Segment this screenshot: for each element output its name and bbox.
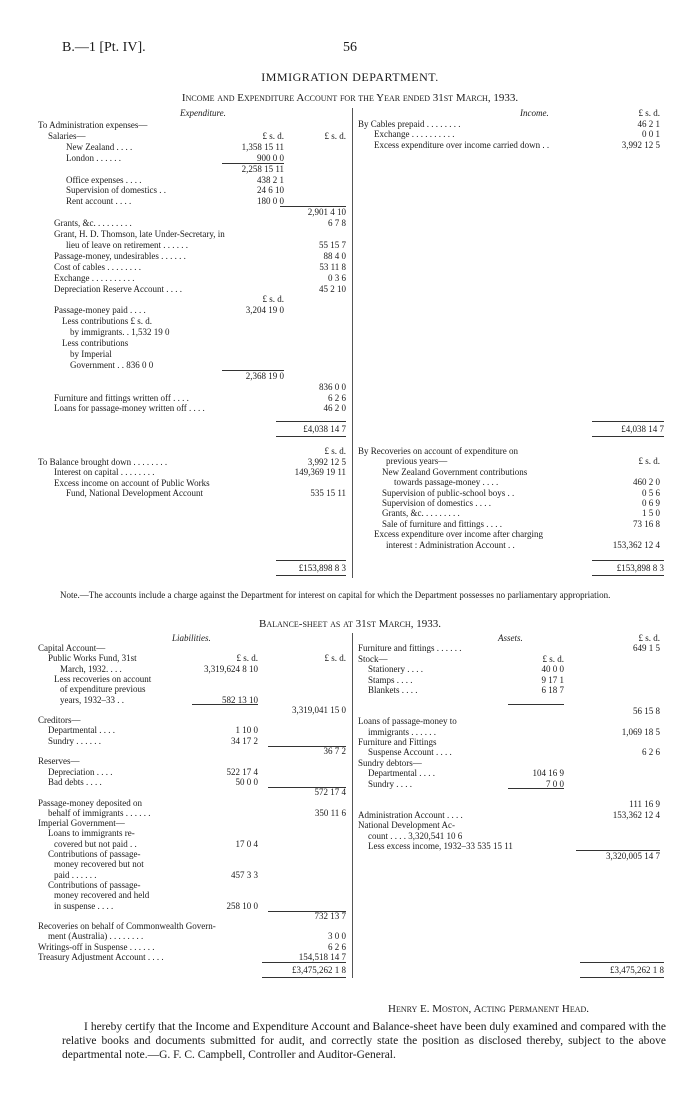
ledger-row xyxy=(358,446,664,456)
ledger-item-label: covered but not paid . . xyxy=(54,838,137,849)
ie2-total-rule-left-bottom xyxy=(276,575,346,576)
ledger-row xyxy=(38,808,350,818)
ledger-row xyxy=(38,153,350,163)
ledger-item-label: ment (Australia) . . . . . . . . xyxy=(48,931,144,942)
expenditure-heading: Expenditure. xyxy=(180,108,226,118)
ledger-row xyxy=(38,393,350,403)
subtotal-rule xyxy=(576,850,660,851)
ledger-item-label: Blankets . . . . xyxy=(368,685,418,695)
ledger-amount: 535 15 11 xyxy=(310,488,346,498)
page-reference: B.—1 [Pt. IV]. xyxy=(62,40,146,55)
ledger-amount: 88 4 0 xyxy=(323,250,346,261)
ledger-amount: 55 15 7 xyxy=(319,239,346,250)
ledger-item-label: Grants, &c. . . . . . . . . xyxy=(382,508,460,519)
ledger-row xyxy=(38,262,350,272)
ledger-row xyxy=(358,851,664,861)
ledger-row xyxy=(38,403,350,413)
ledger-amount: 53 11 8 xyxy=(319,261,346,272)
ledger-amount: 0 6 9 xyxy=(642,498,660,508)
ledger-item-label: To Administration expenses— xyxy=(38,120,148,130)
ledger-item-label: Contributions of passage- xyxy=(48,849,141,859)
ledger-amount: 582 13 10 xyxy=(222,694,258,705)
ledger-amount: £ s. d. xyxy=(262,130,284,141)
ledger-row xyxy=(38,142,350,152)
ledger-amount: 45 2 10 xyxy=(319,283,346,294)
ledger-row xyxy=(38,705,350,715)
ledger-row xyxy=(38,457,350,467)
ledger-row xyxy=(38,185,350,195)
ledger-item-label: By Cables prepaid . . . . . . . . xyxy=(358,118,461,129)
ledger-amount: 153,362 12 4 xyxy=(612,539,660,550)
ledger-row xyxy=(38,360,350,370)
ledger-amount: 1,069 18 5 xyxy=(621,726,660,737)
ledger-row xyxy=(38,349,350,359)
ledger-amount: 9 17 1 xyxy=(541,674,564,685)
ledger-item-label: Excess expenditure over income carried down . . xyxy=(374,139,550,150)
ledger-row xyxy=(38,715,350,725)
ledger-item-label: New Zealand Government contributions xyxy=(382,466,528,477)
ledger-item-label: money recovered and held xyxy=(54,890,150,901)
ledger-amount: 149,369 19 11 xyxy=(294,467,346,477)
ledger-amount: 1 10 0 xyxy=(235,725,258,736)
ledger-row xyxy=(38,911,350,921)
ledger-item-label: Less recoveries on account xyxy=(54,673,152,684)
ledger-amount: 154,518 14 7 xyxy=(298,952,346,962)
bs-total-rule-left-bottom xyxy=(262,977,346,978)
ledger-amount: 6 7 8 xyxy=(328,218,346,229)
ledger-item-label: Rent account . . . . xyxy=(66,196,132,207)
ledger-item-label: Sundry debtors— xyxy=(358,757,422,768)
ledger-row xyxy=(358,508,664,518)
ledger-row xyxy=(358,675,664,685)
ledger-row xyxy=(38,767,350,777)
ledger-item-label: Reserves— xyxy=(38,756,80,767)
ledger-row xyxy=(38,218,350,228)
ledger-item-label: Grant, H. D. Thomson, late Under-Secretary, in xyxy=(54,229,225,239)
ledger-amount: 40 0 0 xyxy=(541,664,564,675)
ledger-item-label: by immigrants. . 1,532 19 0 xyxy=(70,327,170,338)
ledger-item-label: Passage-money deposited on xyxy=(38,797,142,808)
ledger-row xyxy=(38,787,350,797)
ledger-item-label: Grants, &c. . . . . . . . . xyxy=(54,218,132,229)
ledger-row xyxy=(358,119,664,129)
ledger-item-label: Passage-money paid . . . . xyxy=(54,305,146,316)
ledger-row xyxy=(38,478,350,488)
assets-total: £3,475,262 1 8 xyxy=(610,965,664,975)
ledger-item-label: years, 1932–33 . . xyxy=(60,694,124,705)
ledger-row xyxy=(38,931,350,941)
ledger-row xyxy=(38,942,350,952)
ledger-amount: 3,320,005 14 7 xyxy=(606,851,660,862)
ledger-row xyxy=(358,643,664,653)
ledger-amount: 522 17 4 xyxy=(226,766,258,777)
ledger-amount: £ s. d. xyxy=(542,653,564,664)
subtotal-rule xyxy=(268,911,346,912)
balance-sheet-title: Balance-sheet as at 31st March, 1933. xyxy=(259,618,441,630)
income-second-total: £153,898 8 3 xyxy=(616,563,664,573)
ledger-amount: 24 6 10 xyxy=(257,185,284,196)
ledger-item-label: Depreciation Reserve Account . . . . xyxy=(54,283,182,294)
ledger-item-label: Depreciation . . . . xyxy=(48,766,113,777)
expenditure-total: £4,038 14 7 xyxy=(303,424,346,434)
ledger-row xyxy=(358,108,664,118)
ledger-item-label: Less contributions £ s. d. xyxy=(62,316,152,327)
ledger-item-label: Sundry . . . . . . xyxy=(48,735,102,746)
ie-total-rule-left-bottom xyxy=(276,436,346,437)
ie2-total-rule-right-bottom xyxy=(592,575,664,576)
ledger-amount: 50 0 0 xyxy=(235,776,258,787)
ledger-item-label: Suspense Account . . . . xyxy=(368,747,452,758)
ledger-amount: 900 0 0 xyxy=(257,152,284,163)
ledger-item-label: Loans of passage-money to xyxy=(358,716,457,727)
subtotal-rule xyxy=(192,704,258,705)
ledger-amount: 1,358 15 11 xyxy=(241,141,284,152)
ledger-row xyxy=(38,196,350,206)
ledger-row xyxy=(38,664,350,674)
ie2-total-rule-right xyxy=(592,560,664,561)
bs-column-divider xyxy=(352,633,353,978)
ledger-item-label: behalf of immigrants . . . . . . xyxy=(48,807,151,818)
ledger-row xyxy=(358,799,664,809)
subtotal-rule xyxy=(222,163,284,164)
page-number: 56 xyxy=(343,40,357,55)
ledger-amount: 3,992 12 5 xyxy=(307,456,346,467)
ledger-row xyxy=(38,305,350,315)
expenditure-second-total: £153,898 8 3 xyxy=(298,563,346,573)
ledger-row xyxy=(358,129,664,139)
income-heading: Income. xyxy=(520,108,549,118)
ledger-amount: £ s. d. xyxy=(638,108,660,118)
ledger-row xyxy=(38,828,350,838)
ledger-amount: 104 16 9 xyxy=(532,768,564,779)
ledger-row xyxy=(358,810,664,820)
ledger-amount: 460 2 0 xyxy=(633,477,660,488)
ledger-amount: 180 0 0 xyxy=(257,196,284,207)
bs-total-rule-left xyxy=(262,962,346,963)
ledger-amount: 36 7 2 xyxy=(323,746,346,756)
ledger-item-label: interest : Administration Account . . xyxy=(386,539,515,550)
subtotal-rule xyxy=(280,206,346,207)
ledger-item-label: Interest on capital . . . . . . . . xyxy=(54,467,155,477)
ledger-item-label: paid . . . . . . xyxy=(54,869,97,880)
ledger-row xyxy=(38,164,350,174)
ledger-amount: 6 2 6 xyxy=(328,392,346,403)
ledger-row xyxy=(358,654,664,664)
ledger-amount: 0 5 6 xyxy=(642,487,660,498)
ledger-row xyxy=(38,859,350,869)
ledger-row xyxy=(38,653,350,663)
ledger-amount: 153,362 12 4 xyxy=(612,809,660,820)
ledger-item-label: Loans for passage-money written off . . . . xyxy=(54,403,205,414)
ledger-item-label: previous years— xyxy=(386,456,448,467)
ledger-row xyxy=(38,839,350,849)
liabilities-total: £3,475,262 1 8 xyxy=(292,965,346,975)
ledger-item-label: Creditors— xyxy=(38,715,81,726)
ledger-row xyxy=(38,674,350,684)
ledger-row xyxy=(38,643,350,653)
ledger-amount: 73 16 8 xyxy=(633,518,660,529)
ledger-item-label: Supervision of domestics . . xyxy=(66,185,166,196)
ledger-item-label: Writings-off in Suspense . . . . . . xyxy=(38,941,155,952)
ledger-row xyxy=(358,685,664,695)
ledger-amount: £ s. d. xyxy=(324,446,346,456)
ledger-item-label: Cost of cables . . . . . . . . xyxy=(54,261,141,272)
audit-certificate: I hereby certify that the Income and Expenditure Account and Balance-sheet have been duly examined and compared with the relative books and documents submitted for audit, and correctly state the position as disclosed thereby, subject to the above departmental note.—G. F. C. Campbell, Controller and Auditor-General. xyxy=(62,1021,666,1061)
ledger-item-label: towards passage-money . . . . xyxy=(394,477,499,488)
ledger-amount: £ s. d. xyxy=(262,294,284,305)
ledger-amount: 6 18 7 xyxy=(541,685,564,695)
ledger-item-label: Furniture and fittings . . . . . . xyxy=(358,643,462,654)
ledger-row xyxy=(38,901,350,911)
ledger-row xyxy=(38,890,350,900)
ledger-row xyxy=(38,131,350,141)
ledger-row xyxy=(38,251,350,261)
ledger-row xyxy=(38,798,350,808)
ledger-item-label: National Development Ac- xyxy=(358,820,455,831)
ledger-amount: 1 5 0 xyxy=(642,508,660,519)
ledger-item-label: Departmental . . . . xyxy=(48,725,115,736)
ledger-row xyxy=(38,446,350,456)
ledger-row xyxy=(38,371,350,381)
ledger-item-label: of expenditure previous xyxy=(60,684,146,695)
ledger-row xyxy=(38,746,350,756)
ledger-amount: 350 11 6 xyxy=(314,807,346,818)
ledger-amount: 0 3 6 xyxy=(328,272,346,283)
ledger-row xyxy=(358,477,664,487)
ledger-row xyxy=(38,294,350,304)
ledger-amount: 17 0 4 xyxy=(235,838,258,849)
ledger-amount: 438 2 1 xyxy=(257,174,284,185)
ledger-item-label: by Imperial xyxy=(70,348,112,359)
ledger-item-label: Passage-money, undesirables . . . . . . xyxy=(54,250,186,261)
ledger-row xyxy=(38,467,350,477)
ledger-row xyxy=(38,880,350,890)
ledger-item-label: Bad debts . . . . xyxy=(48,776,102,787)
ledger-row xyxy=(38,175,350,185)
income-section xyxy=(358,108,664,168)
ie-title: Income and Expenditure Account for the Year ended 31st March, 1933. xyxy=(181,92,519,104)
ledger-row xyxy=(358,467,664,477)
ledger-amount: 0 0 1 xyxy=(642,129,660,139)
ledger-row xyxy=(38,273,350,283)
ledger-item-label: March, 1932. . . . xyxy=(60,663,122,674)
ledger-amount: 3 0 0 xyxy=(328,931,346,942)
ledger-item-label: money recovered but not xyxy=(54,859,144,870)
ledger-amount: 649 1 5 xyxy=(633,643,660,654)
ledger-item-label: Government . . 836 0 0 xyxy=(70,359,154,370)
ledger-item-label: Supervision of public-school boys . . xyxy=(382,487,515,498)
ledger-item-label: To Balance brought down . . . . . . . . xyxy=(38,456,168,467)
ledger-item-label: Treasury Adjustment Account . . . . xyxy=(38,952,164,962)
ledger-row xyxy=(38,327,350,337)
ledger-row xyxy=(358,727,664,737)
ledger-row xyxy=(358,529,664,539)
ledger-amount: 7 0 0 xyxy=(546,778,564,789)
ledger-item-label: Public Works Fund, 31st xyxy=(48,653,137,664)
ledger-amount: 46 2 0 xyxy=(323,403,346,414)
ledger-item-label: Office expenses . . . . xyxy=(66,174,142,185)
ie2-total-rule-left xyxy=(276,560,346,561)
ledger-row xyxy=(358,140,664,150)
expenditure-second-section xyxy=(38,446,350,506)
department-title: IMMIGRATION DEPARTMENT. xyxy=(261,70,439,84)
ledger-amount: 3,204 19 0 xyxy=(245,305,284,316)
ledger-item-label: Contributions of passage- xyxy=(48,879,141,890)
ledger-amount: £ s. d. xyxy=(324,130,346,141)
ledger-row xyxy=(358,716,664,726)
expenditure-section xyxy=(38,120,350,420)
ledger-item-label: Stock— xyxy=(358,653,388,664)
ledger-amount: 111 16 9 xyxy=(629,799,660,810)
ledger-row xyxy=(358,456,664,466)
ledger-row xyxy=(358,747,664,757)
ledger-amount: £ s. d. xyxy=(638,456,660,467)
department-note: Note.—The accounts include a charge against the Department for interest on capital for which the Department possesses no parliamentary appropriation. xyxy=(60,590,611,600)
ledger-item-label: Administration Account . . . . xyxy=(358,809,463,820)
ledger-amount: 2,258 15 11 xyxy=(241,163,284,174)
ledger-amount: 6 2 6 xyxy=(642,747,660,758)
ie-total-rule-right xyxy=(592,421,664,422)
ledger-amount: 46 2 1 xyxy=(637,118,660,129)
ledger-amount: £ s. d. xyxy=(236,653,258,664)
ie-column-divider xyxy=(352,108,353,578)
ledger-amount: 3,319,624 8 10 xyxy=(204,663,258,674)
ledger-row xyxy=(38,777,350,787)
ledger-amount: 732 13 7 xyxy=(314,910,346,921)
ledger-amount: £ s. d. xyxy=(324,653,346,664)
ledger-amount: £ s. d. xyxy=(638,633,660,643)
ledger-amount: 572 17 4 xyxy=(314,787,346,798)
ledger-row xyxy=(38,818,350,828)
ledger-item-label: Excess income on account of Public Works xyxy=(54,477,210,488)
ledger-amount: 3,319,041 15 0 xyxy=(292,704,346,715)
ledger-row xyxy=(38,382,350,392)
ledger-row xyxy=(38,316,350,326)
ledger-item-label: Recoveries on behalf of Commonwealth Govern- xyxy=(38,921,216,932)
income-second-section xyxy=(358,446,664,551)
ledger-row xyxy=(38,725,350,735)
ledger-amount: 2,368 19 0 xyxy=(245,370,284,381)
ledger-item-label: Stationery . . . . xyxy=(368,664,423,675)
ledger-row xyxy=(358,540,664,550)
subtotal-rule xyxy=(268,746,346,747)
ledger-item-label: Furniture and fittings written off . . . . xyxy=(54,392,189,403)
ledger-item-label: Fund, National Development Account xyxy=(66,488,203,498)
ledger-item-label: Stamps . . . . xyxy=(368,674,413,685)
assets-section xyxy=(358,633,664,863)
ledger-item-label: Salaries— xyxy=(48,130,86,141)
ledger-item-label: New Zealand . . . . xyxy=(66,141,133,152)
liabilities-section xyxy=(38,643,350,963)
ledger-row xyxy=(38,120,350,130)
ledger-row xyxy=(38,338,350,348)
ledger-item-label: Supervision of domestics . . . . xyxy=(382,498,491,508)
ledger-item-label: Imperial Government— xyxy=(38,818,125,829)
ledger-row xyxy=(38,736,350,746)
ledger-amount: 457 3 3 xyxy=(231,869,258,880)
ledger-item-label: in suspense . . . . xyxy=(54,900,114,911)
ledger-row xyxy=(38,240,350,250)
ledger-row xyxy=(38,695,350,705)
income-total: £4,038 14 7 xyxy=(621,424,664,434)
ledger-amount: 3,992 12 5 xyxy=(621,139,660,150)
ledger-amount: 258 10 0 xyxy=(226,900,258,911)
bs-total-rule-right xyxy=(580,962,664,963)
ledger-row xyxy=(358,768,664,778)
ledger-row xyxy=(38,849,350,859)
ledger-row xyxy=(358,519,664,529)
signature: Henry E. Moston, Acting Permanent Head. xyxy=(388,1003,590,1015)
ledger-item-label: Exchange . . . . . . . . . . xyxy=(54,272,135,283)
ledger-item-label: By Recoveries on account of expenditure on xyxy=(358,446,518,456)
ledger-row xyxy=(38,284,350,294)
subtotal-rule xyxy=(508,788,564,789)
ie-total-rule-left xyxy=(276,421,346,422)
ledger-item-label: London . . . . . . xyxy=(66,152,121,163)
ledger-row xyxy=(358,488,664,498)
ledger-row xyxy=(358,789,664,799)
ledger-item-label: Sale of furniture and fittings . . . . xyxy=(382,518,502,529)
ledger-item-label: lieu of leave on retirement . . . . . . xyxy=(66,239,188,250)
ledger-row xyxy=(358,664,664,674)
ledger-row xyxy=(38,684,350,694)
ledger-row xyxy=(358,633,664,643)
ledger-item-label: Capital Account— xyxy=(38,643,106,653)
ledger-amount: 6 2 6 xyxy=(328,941,346,952)
ledger-item-label: Loans to immigrants re- xyxy=(48,828,135,839)
ledger-item-label: Excess expenditure over income after charging xyxy=(374,529,544,540)
ledger-row xyxy=(38,207,350,217)
subtotal-rule xyxy=(222,370,284,371)
subtotal-rule xyxy=(268,787,346,788)
ledger-item-label: count . . . . 3,320,541 10 6 xyxy=(368,830,463,841)
liabilities-heading: Liabilities. xyxy=(172,633,211,643)
ledger-amount: 56 15 8 xyxy=(633,705,660,716)
ledger-item-label: Sundry . . . . xyxy=(368,778,413,789)
ledger-row xyxy=(38,952,350,962)
ledger-row xyxy=(358,820,664,830)
ledger-row xyxy=(358,737,664,747)
ledger-row xyxy=(358,758,664,768)
bs-total-rule-right-bottom xyxy=(580,977,664,978)
ledger-amount: 34 17 2 xyxy=(231,735,258,746)
ledger-row xyxy=(358,498,664,508)
ledger-item-label: Less contributions xyxy=(62,338,129,348)
ledger-item-label: Exchange . . . . . . . . . . xyxy=(374,129,455,139)
assets-heading: Assets. xyxy=(498,633,523,643)
ie-total-rule-right-bottom xyxy=(592,436,664,437)
ledger-row xyxy=(38,488,350,498)
ledger-amount: 836 0 0 xyxy=(319,381,346,392)
ledger-row xyxy=(38,870,350,880)
subtotal-rule xyxy=(508,704,564,705)
ledger-amount: 2,901 4 10 xyxy=(307,207,346,218)
ledger-row xyxy=(38,229,350,239)
ledger-row xyxy=(38,756,350,766)
ledger-item-label: immigrants . . . . . . xyxy=(368,726,436,737)
ledger-row xyxy=(358,706,664,716)
ledger-item-label: Furniture and Fittings xyxy=(358,737,437,747)
ledger-row xyxy=(38,921,350,931)
ledger-row xyxy=(358,831,664,841)
ledger-item-label: Departmental . . . . xyxy=(368,768,435,779)
ledger-item-label: Less excess income, 1932–33 535 15 11 xyxy=(368,841,513,851)
